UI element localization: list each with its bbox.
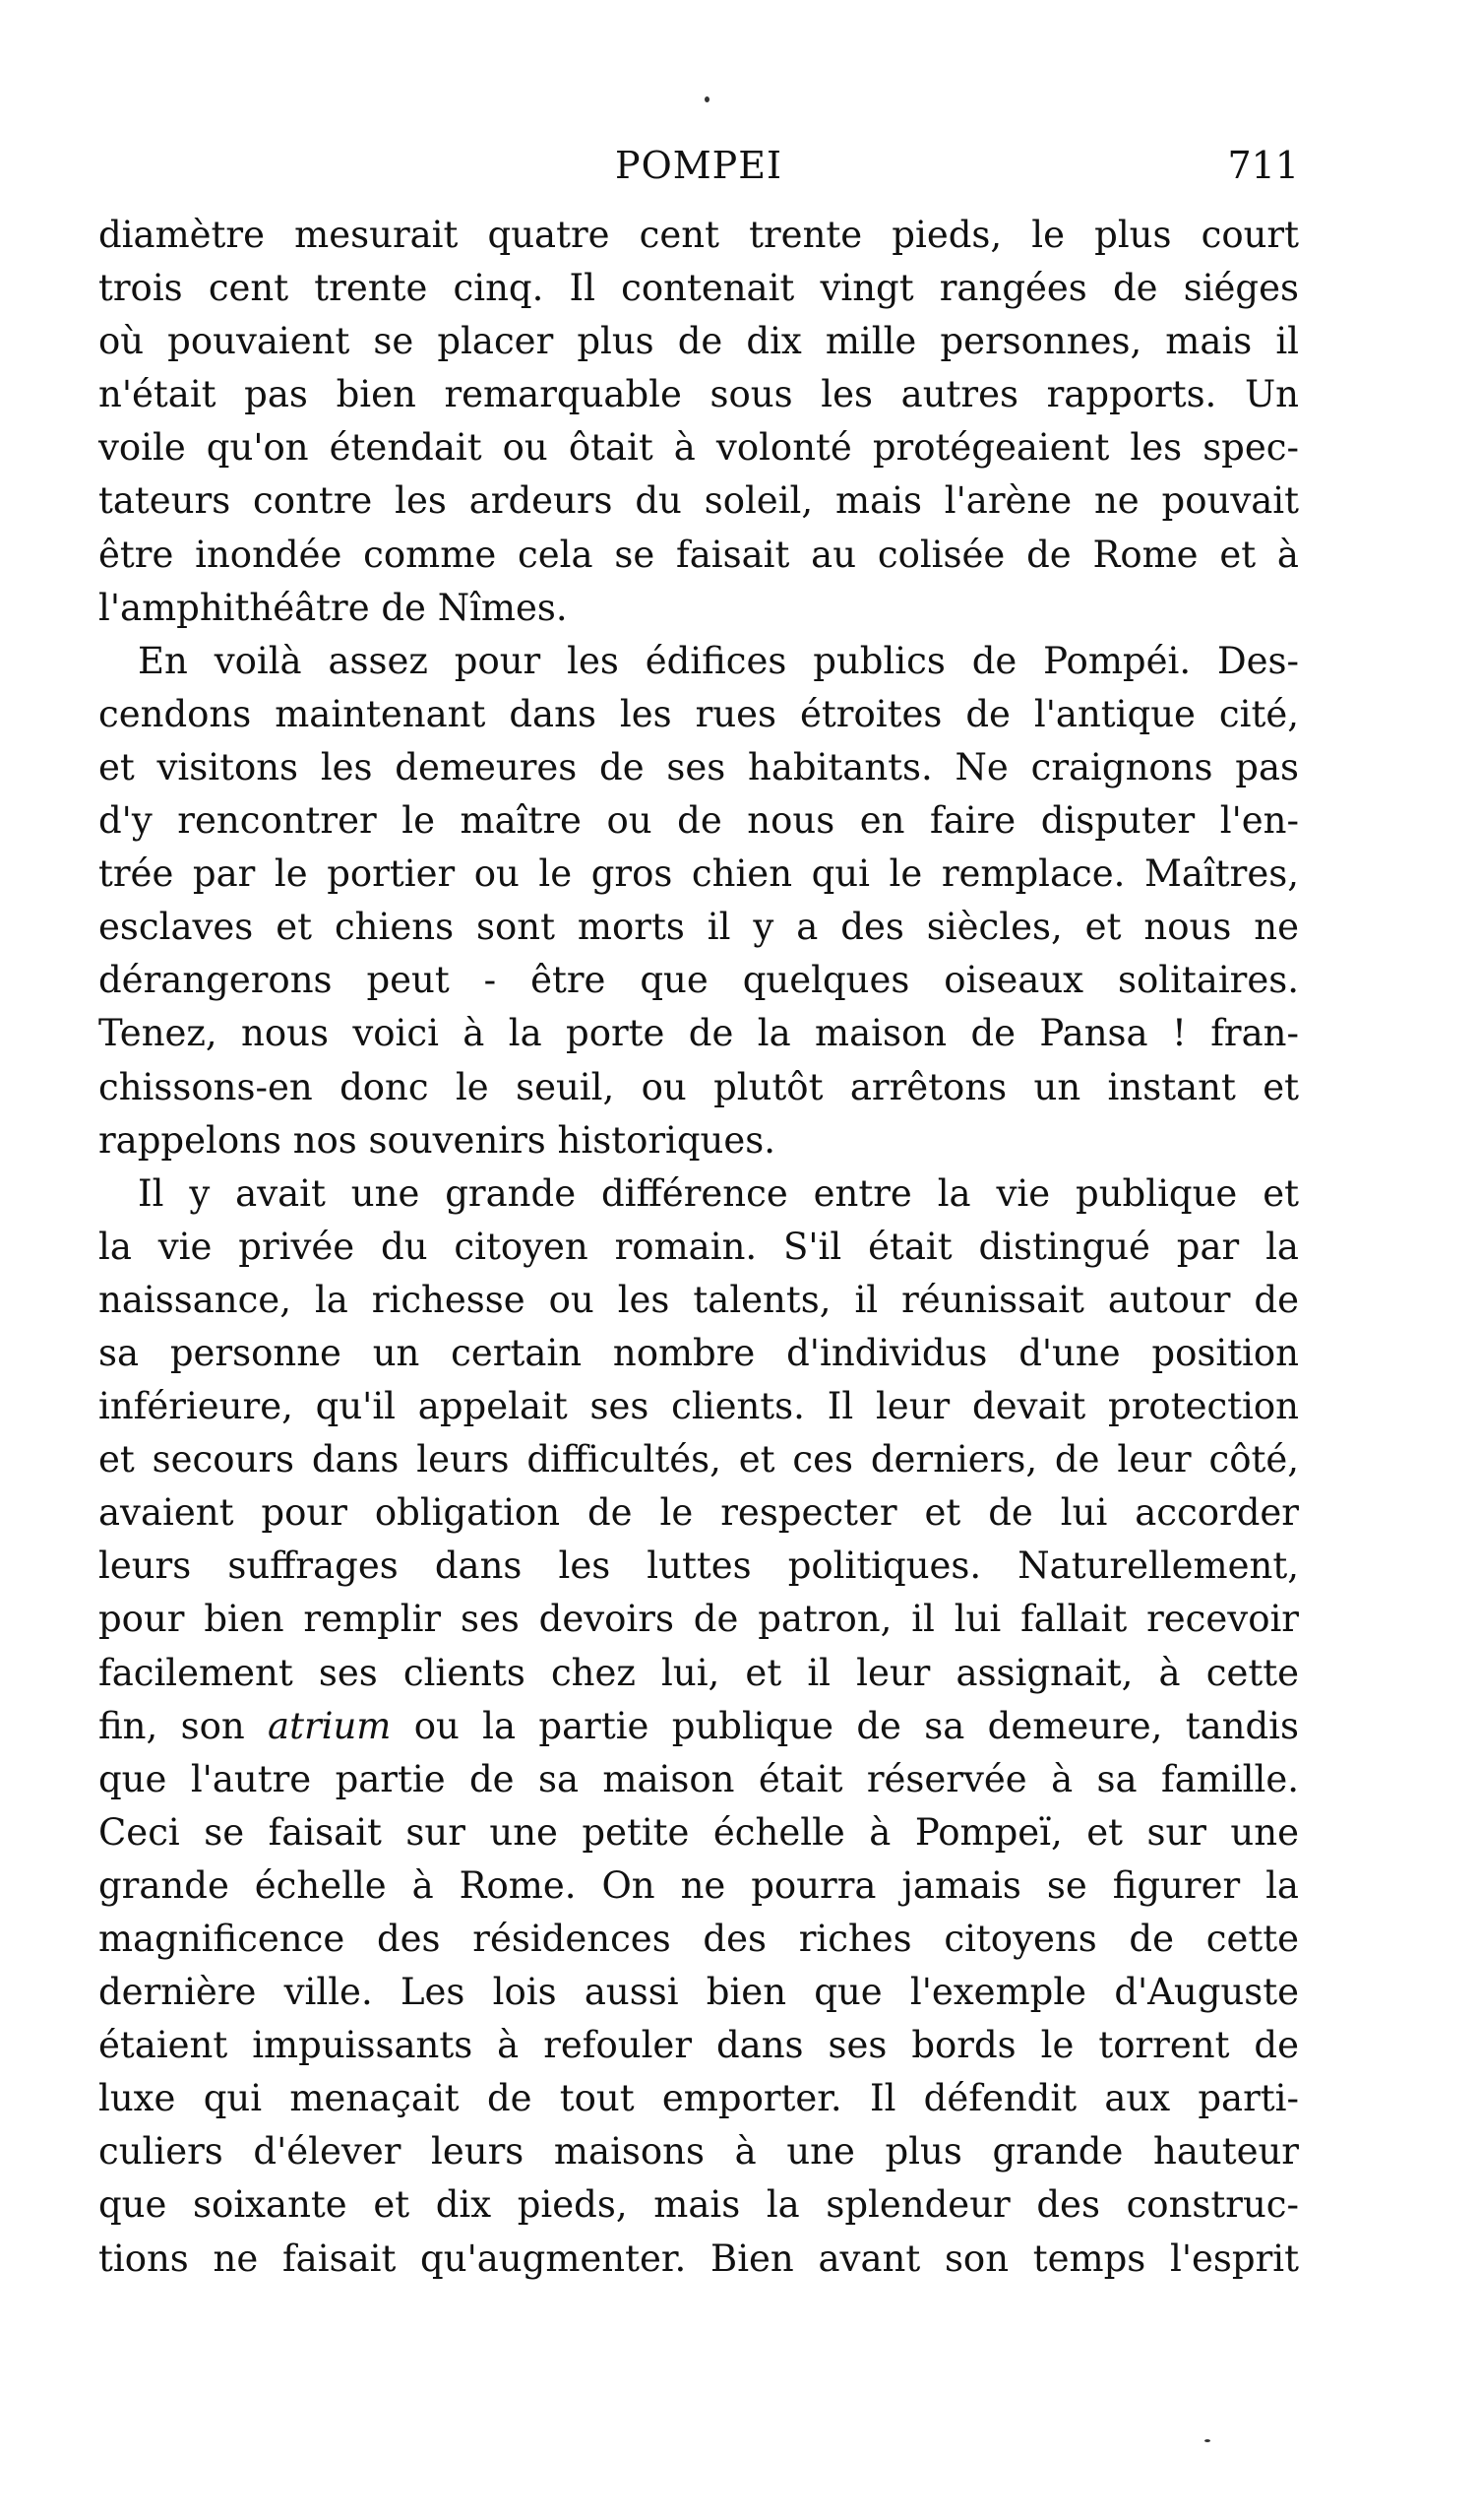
body-text [98, 209, 1299, 2286]
text-line: dérangerons peut - être que quelques oiseaux solitaires. [98, 959, 1299, 1002]
text-line: sa personne un certain nombre d'individus d'une position [98, 1331, 1299, 1374]
text-line: trée par le portier ou le gros chien qui le remplace. Maîtres, [98, 852, 1299, 896]
text-line: la vie privée du citoyen romain. S'il était distingué par la [98, 1225, 1299, 1268]
text-line: être inondée comme cela se faisait au colisée de Rome et à [98, 533, 1299, 576]
text-line: Tenez, nous voici à la porte de la maison de Pansa ! fran- [98, 1012, 1299, 1055]
text-segment: ou la partie publique de sa demeure, tandis [391, 1704, 1299, 1747]
text-line: magnificence des résidences des riches citoyens de cette [98, 1918, 1299, 1960]
text-line: dernière ville. Les lois aussi bien que l'exemple d'Auguste [98, 1971, 1299, 2014]
text-line: où pouvaient se placer plus de dix mille personnes, mais il [98, 320, 1299, 363]
paragraph-1 [98, 209, 1299, 635]
ink-speck-bottom [1204, 2439, 1210, 2442]
text-line: et secours dans leurs difficultés, et ces derniers, de leur côté, [98, 1438, 1299, 1481]
text-line: n'était pas bien remarquable sous les autres rapports. Un [98, 373, 1299, 416]
paragraph-2 [98, 635, 1299, 1167]
text-line: pour bien remplir ses devoirs de patron, il lui fallait recevoir [98, 1598, 1299, 1641]
text-line: tateurs contre les ardeurs du soleil, mais l'arène ne pouvait [98, 479, 1299, 523]
page-header [98, 136, 1299, 195]
ink-speck-top [705, 96, 709, 102]
text-segment: fin, son [98, 1704, 269, 1747]
italic-term: atrium [268, 1704, 392, 1747]
text-line: trois cent trente cinq. Il contenait vingt rangées de siéges [98, 267, 1299, 310]
running-title: POMPEI [615, 144, 782, 187]
text-line: l'amphithéâtre de Nîmes. [98, 586, 568, 629]
text-line: chissons-en donc le seuil, ou plutôt arrêtons un instant et [98, 1065, 1299, 1108]
text-line: luxe qui menaçait de tout emporter. Il défendit aux parti- [98, 2077, 1299, 2120]
paragraph-3 [98, 1167, 1299, 2286]
text-line: naissance, la richesse ou les talents, il réunissait autour de [98, 1278, 1299, 1321]
text-line: tions ne faisait qu'augmenter. Bien avant son temps l'esprit [98, 2236, 1299, 2280]
text-line: En voilà assez pour les édifices publics de Pompéi. Des- [138, 639, 1299, 682]
text-line: diamètre mesurait quatre cent trente pieds, le plus court [98, 214, 1299, 256]
text-line: facilement ses clients chez lui, et il leur assignait, à cette [98, 1651, 1299, 1694]
text-line: Il y avait une grande différence entre la vie publique et [138, 1171, 1299, 1215]
text-line: rappelons nos souvenirs historiques. [98, 1118, 776, 1162]
text-line: esclaves et chiens sont morts il y a des siècles, et nous ne [98, 906, 1299, 949]
text-line-with-italic [98, 1700, 1299, 1753]
text-line: Ceci se faisait sur une petite échelle à Pompeï, et sur une [98, 1810, 1299, 1854]
text-line: que l'autre partie de sa maison était réservée à sa famille. [98, 1757, 1299, 1800]
page-number: 711 [1227, 144, 1299, 187]
text-line: inférieure, qu'il appelait ses clients. Il leur devait protection [98, 1385, 1299, 1428]
text-line: avaient pour obligation de le respecter et de lui accorder [98, 1491, 1299, 1535]
text-line: voile qu'on étendait ou ôtait à volonté protégeaient les spec- [98, 426, 1299, 470]
text-line: étaient impuissants à refouler dans ses bords le torrent de [98, 2024, 1299, 2067]
text-line: culiers d'élever leurs maisons à une plus grande hauteur [98, 2130, 1299, 2174]
text-line: grande échelle à Rome. On ne pourra jamais se figurer la [98, 1863, 1299, 1907]
text-line: leurs suffrages dans les luttes politiques. Naturellement, [98, 1544, 1299, 1588]
text-line: cendons maintenant dans les rues étroites de l'antique cité, [98, 692, 1299, 735]
text-line: que soixante et dix pieds, mais la splendeur des construc- [98, 2183, 1299, 2227]
text-line: d'y rencontrer le maître ou de nous en faire disputer l'en- [98, 799, 1299, 843]
text-line: et visitons les demeures de ses habitants. Ne craignons pas [98, 745, 1299, 788]
